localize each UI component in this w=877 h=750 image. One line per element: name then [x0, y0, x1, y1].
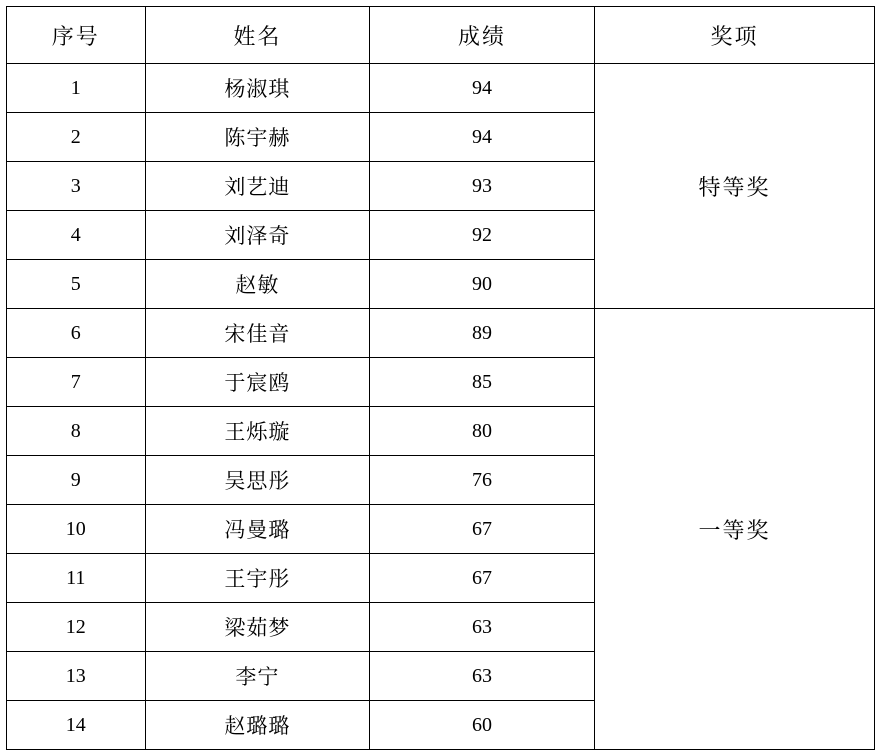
- cell-index: 3: [6, 162, 146, 211]
- cell-score: 63: [369, 652, 595, 701]
- cell-name: 陈宇赫: [146, 113, 370, 162]
- cell-score: 76: [369, 456, 595, 505]
- cell-score: 92: [369, 211, 595, 260]
- cell-index: 10: [6, 505, 146, 554]
- cell-award-first: 一等奖: [595, 309, 874, 750]
- cell-score: 67: [369, 505, 595, 554]
- cell-name: 刘泽奇: [146, 211, 370, 260]
- cell-score: 85: [369, 358, 595, 407]
- cell-index: 1: [6, 64, 146, 113]
- column-header-score: 成绩: [369, 7, 595, 64]
- column-header-name: 姓名: [146, 7, 370, 64]
- cell-score: 94: [369, 64, 595, 113]
- cell-index: 11: [6, 554, 146, 603]
- cell-name: 王烁璇: [146, 407, 370, 456]
- cell-name: 吴思彤: [146, 456, 370, 505]
- cell-score: 89: [369, 309, 595, 358]
- column-header-award: 奖项: [595, 7, 874, 64]
- cell-index: 9: [6, 456, 146, 505]
- cell-score: 90: [369, 260, 595, 309]
- cell-index: 4: [6, 211, 146, 260]
- cell-score: 93: [369, 162, 595, 211]
- cell-name: 梁茹梦: [146, 603, 370, 652]
- cell-name: 宋佳音: [146, 309, 370, 358]
- cell-index: 8: [6, 407, 146, 456]
- table-row: [6, 309, 874, 358]
- table-header-row: [6, 7, 874, 64]
- cell-name: 赵敏: [146, 260, 370, 309]
- cell-name: 于宸鸥: [146, 358, 370, 407]
- cell-index: 6: [6, 309, 146, 358]
- table-row: [6, 64, 874, 113]
- cell-name: 赵璐璐: [146, 701, 370, 750]
- score-table: [6, 6, 875, 750]
- cell-index: 14: [6, 701, 146, 750]
- cell-index: 12: [6, 603, 146, 652]
- cell-name: 冯曼璐: [146, 505, 370, 554]
- cell-name: 刘艺迪: [146, 162, 370, 211]
- column-header-index: 序号: [6, 7, 146, 64]
- cell-name: 李宁: [146, 652, 370, 701]
- cell-award-special: 特等奖: [595, 64, 874, 309]
- cell-index: 7: [6, 358, 146, 407]
- cell-name: 王宇彤: [146, 554, 370, 603]
- cell-index: 5: [6, 260, 146, 309]
- cell-score: 60: [369, 701, 595, 750]
- cell-name: 杨淑琪: [146, 64, 370, 113]
- cell-score: 63: [369, 603, 595, 652]
- cell-index: 13: [6, 652, 146, 701]
- cell-score: 80: [369, 407, 595, 456]
- cell-score: 67: [369, 554, 595, 603]
- cell-score: 94: [369, 113, 595, 162]
- cell-index: 2: [6, 113, 146, 162]
